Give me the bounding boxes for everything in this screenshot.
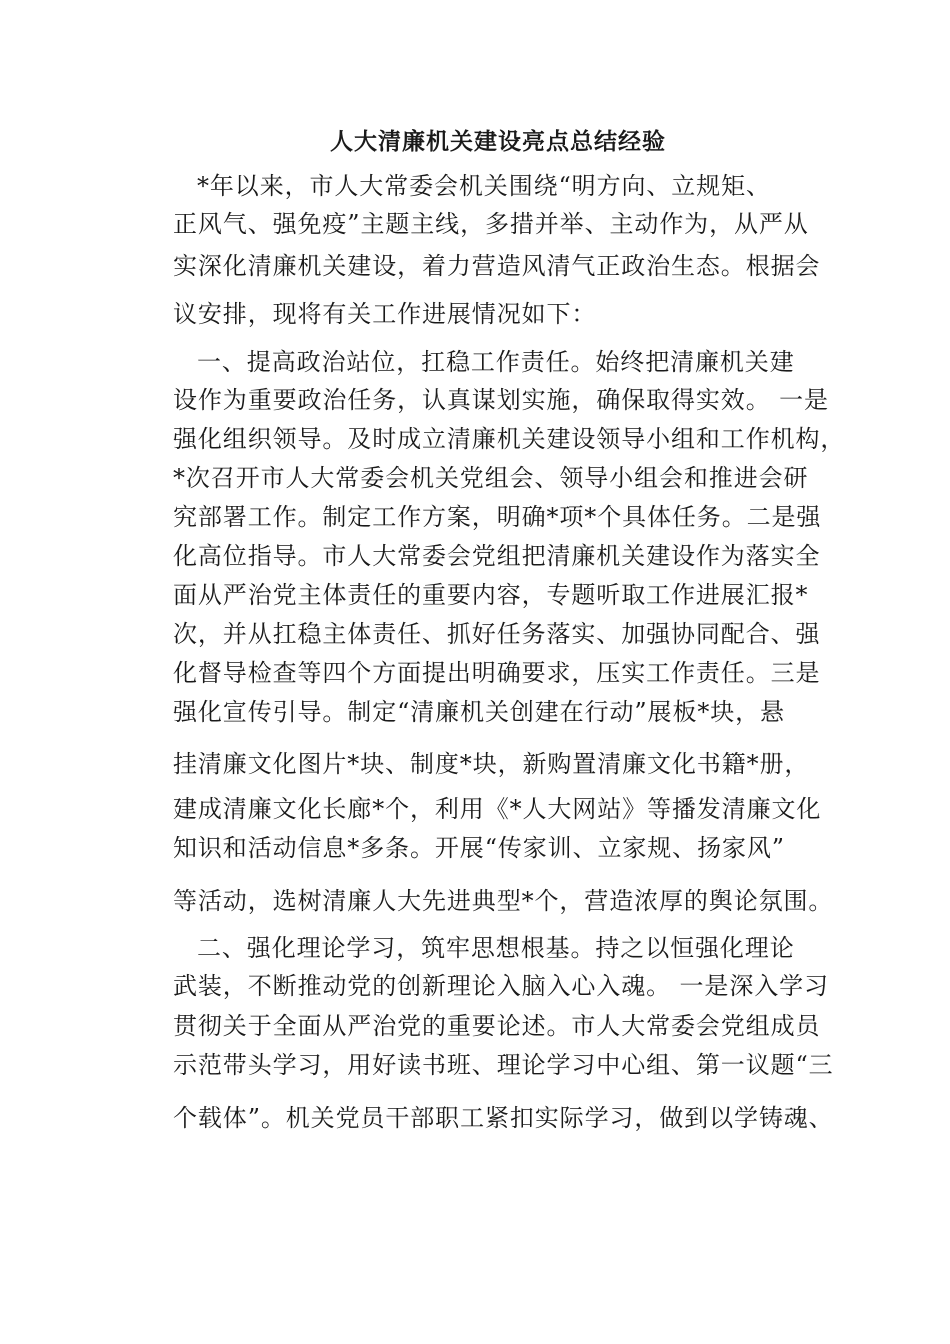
paragraph-line: 化高位指导。市人大常委会党组把清廉机关建设作为落实全: [173, 542, 821, 570]
paragraph-line: 实深化清廉机关建设，着力营造风清气正政治生态。根据会: [173, 252, 821, 280]
paragraph-line: 设作为重要政治任务，认真谋划实施，确保取得实效。 一是: [173, 386, 829, 414]
paragraph-line: 强化组织领导。及时成立清廉机关建设领导小组和工作机构，: [173, 425, 846, 453]
paragraph-line: *年以来，市人大常委会机关围绕“明方向、立规矩、: [197, 172, 771, 200]
paragraph-line: 建成清廉文化长廊*个，利用《*人大网站》等播发清廉文化: [173, 795, 822, 823]
paragraph-line: 化督导检查等四个方面提出明确要求，压实工作责任。三是: [173, 659, 821, 687]
paragraph-line: 等活动，选树清廉人大先进典型*个，营造浓厚的舆论氛围。: [173, 887, 834, 915]
paragraph-line: 知识和活动信息*多条。开展“传家训、立家规、扬家风”: [173, 834, 785, 862]
paragraph-line: 正风气、强免疫”主题主线，多措并举、主动作为，从严从: [173, 210, 809, 238]
paragraph-line: 示范带头学习，用好读书班、理论学习中心组、第一议题“三: [173, 1051, 834, 1079]
paragraph-line: *次召开市人大常委会机关党组会、领导小组会和推进会研: [173, 464, 809, 492]
paragraph-line: 个载体”。机关党员干部职工紧扣实际学习，做到以学铸魂、: [173, 1104, 834, 1132]
document-title: 人大清廉机关建设亮点总结经验: [330, 129, 666, 155]
paragraph-line: 面从严治党主体责任的重要内容，专题听取工作进展汇报*: [173, 581, 809, 609]
paragraph-line: 二、强化理论学习，筑牢思想根基。持之以恒强化理论: [197, 934, 795, 962]
paragraph-line: 挂清廉文化图片*块、制度*块，新购置清廉文化书籍*册，: [173, 750, 810, 778]
paragraph-line: 次，并从扛稳主体责任、抓好任务落实、加强协同配合、强: [173, 620, 821, 648]
paragraph-line: 一、提高政治站位，扛稳工作责任。始终把清廉机关建: [197, 348, 795, 376]
paragraph-line: 究部署工作。制定工作方案，明确*项*个具体任务。二是强: [173, 503, 822, 531]
paragraph-line: 贯彻关于全面从严治党的重要论述。市人大常委会党组成员: [173, 1012, 821, 1040]
paragraph-line: 强化宣传引导。制定“清廉机关创建在行动”展板*块，悬: [173, 698, 785, 726]
paragraph-line: 武装，不断推动党的创新理论入脑入心入魂。 一是深入学习: [173, 972, 829, 1000]
paragraph-line: 议安排，现将有关工作进展情况如下：: [173, 300, 597, 328]
